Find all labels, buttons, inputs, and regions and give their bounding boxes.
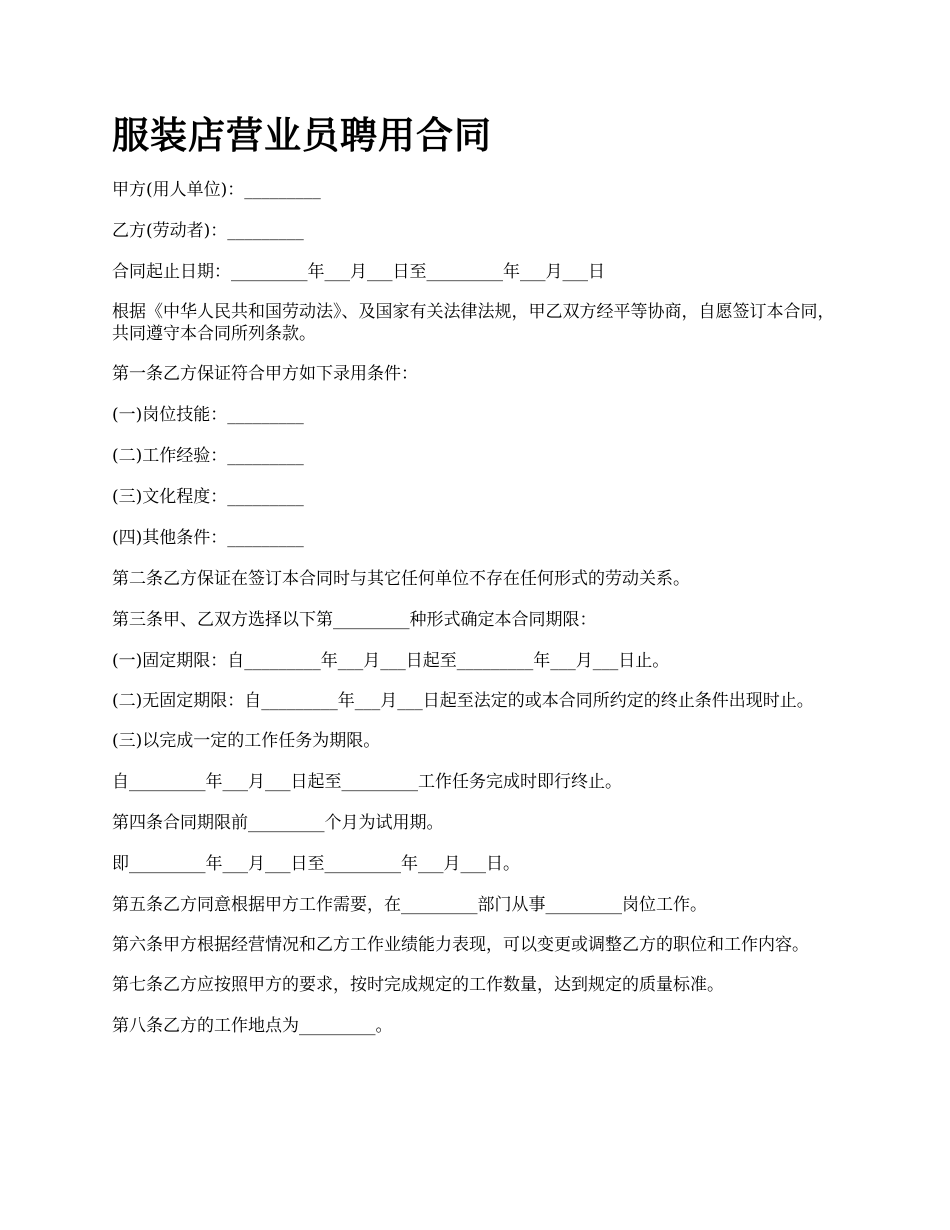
article-7: 第七条乙方应按照甲方的要求，按时完成规定的工作数量，达到规定的质量标准。 bbox=[112, 975, 724, 995]
condition-experience: (二)工作经验：_________ bbox=[112, 446, 304, 466]
term-task-dates: 自_________年___月___日起至_________工作任务完成时即行终止。 bbox=[112, 772, 622, 792]
party-b-line: 乙方(劳动者)：_________ bbox=[112, 221, 304, 241]
article-2: 第二条乙方保证在签订本合同时与其它任何单位不存在任何形式的劳动关系。 bbox=[112, 569, 690, 589]
condition-education: (三)文化程度：_________ bbox=[112, 487, 304, 507]
term-open-ended: (二)无固定期限：自_________年___月___日起至法定的或本合同所约定的终止条件出现时止。 bbox=[112, 691, 814, 711]
article-4: 第四条合同期限前_________个月为试用期。 bbox=[112, 813, 444, 833]
preamble-paragraph: 根据《中华人民共和国劳动法》、及国家有关法律法规，甲乙双方经平等协商，自愿签订本合同，共同遵守本合同所列条款。 bbox=[112, 302, 835, 344]
condition-skills: (一)岗位技能：_________ bbox=[112, 405, 304, 425]
term-fixed: (一)固定期限：自_________年___月___日起至_________年___月___日止。 bbox=[112, 651, 670, 671]
article-8: 第八条乙方的工作地点为_________。 bbox=[112, 1016, 393, 1036]
article-6: 第六条甲方根据经营情况和乙方工作业绩能力表现，可以变更或调整乙方的职位和工作内容。 bbox=[112, 935, 809, 955]
document-title: 服装店营业员聘用合同 bbox=[112, 114, 492, 157]
probation-dates: 即_________年___月___日至_________年___月___日。 bbox=[112, 854, 520, 874]
article-1-heading: 第一条乙方保证符合甲方如下录用条件： bbox=[112, 364, 418, 384]
article-5: 第五条乙方同意根据甲方工作需要，在_________部门从事_________岗位工作。 bbox=[112, 895, 707, 915]
condition-other: (四)其他条件：_________ bbox=[112, 528, 304, 548]
contract-period-line: 合同起止日期：_________年___月___日至_________年___月___日 bbox=[112, 262, 605, 282]
article-3-heading: 第三条甲、乙双方选择以下第_________种形式确定本合同期限： bbox=[112, 610, 597, 630]
contract-body bbox=[112, 178, 842, 1055]
term-task-based: (三)以完成一定的工作任务为期限。 bbox=[112, 731, 381, 751]
party-a-line: 甲方(用人单位)：_________ bbox=[112, 180, 321, 200]
